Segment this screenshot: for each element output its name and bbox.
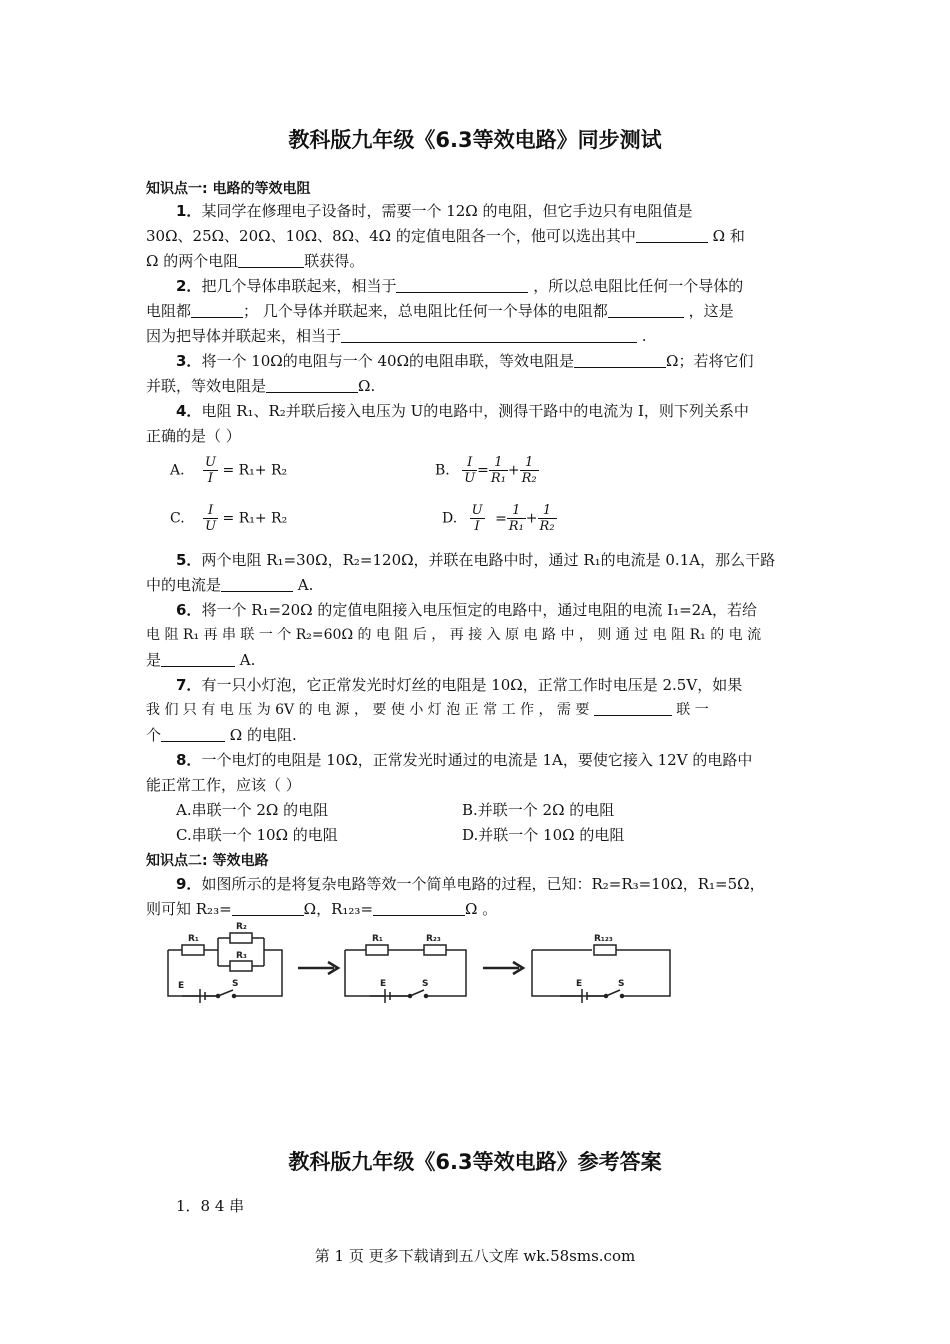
section-heading-1: 知识点一: 电路的等效电阻 [146, 181, 311, 197]
circuit-3 [532, 945, 670, 1003]
label-r1: R₁ [372, 934, 383, 944]
question-1-line-3 [146, 251, 364, 271]
question-5-line-1 [176, 550, 775, 570]
question-6-line-3 [146, 650, 255, 670]
question-number: 3． [176, 352, 202, 370]
question-number: 6． [176, 601, 202, 619]
fraction [470, 503, 485, 534]
resistor-r123 [594, 945, 616, 955]
label-r3: R₃ [236, 951, 247, 961]
numerator: U [205, 455, 216, 470]
text: + [507, 462, 520, 479]
question-number: 5． [176, 551, 202, 569]
label-r23: R₂₃ [426, 934, 441, 944]
question-number: 1． [176, 202, 202, 220]
answer-blank[interactable] [636, 228, 708, 243]
label-s: S [422, 979, 429, 989]
text: 电阻都 [146, 302, 192, 320]
question-1-line-2 [146, 226, 745, 246]
question-6-line-1 [176, 600, 757, 620]
label-r2: R₂ [236, 922, 247, 932]
question-2-line-3 [146, 326, 647, 346]
answer-blank[interactable] [341, 328, 637, 343]
text: 把几个导体串联起来，相当于 [201, 277, 397, 295]
answer-blank[interactable] [594, 701, 672, 716]
option-d[interactable]: D.并联一个 10Ω 的电阻 [462, 826, 625, 844]
text: 中的电流是 [146, 576, 222, 594]
fraction [203, 503, 218, 534]
option-b[interactable]: B.并联一个 2Ω 的电阻 [462, 801, 615, 819]
denominator: R₂ [521, 471, 537, 486]
text: ，所以总电阻比任何一个导体的 [533, 277, 744, 295]
label-r1: R₁ [188, 934, 199, 944]
denominator: U [464, 471, 476, 486]
answer-blank[interactable] [396, 278, 528, 293]
text: 联获得。 [304, 252, 365, 270]
circuit-1 [168, 933, 282, 1003]
fraction [489, 455, 508, 486]
option-label: C. [170, 510, 185, 527]
answer-blank[interactable] [191, 303, 243, 318]
option-d[interactable] [442, 503, 557, 534]
text: = [477, 462, 489, 479]
question-7-line-2 [146, 700, 709, 720]
page-title: 教科版九年级《6.3等效电路》同步测试 [288, 128, 662, 152]
text: 我 们 只 有 电 压 为 6V 的 电 源 ， 要 使 小 灯 泡 正 常 工 作 ， 需 要 [146, 702, 590, 718]
text: 并联，等效电阻是 [146, 377, 267, 395]
text: 有一只小灯泡，它正常发光时灯丝的电阻是 10Ω，正常工作时电压是 2.5V，如果 [201, 676, 743, 694]
numerator: 1 [489, 455, 508, 471]
answer-blank[interactable] [161, 727, 225, 742]
label-e: E [178, 981, 185, 991]
text: 30Ω、25Ω、20Ω、10Ω、8Ω、4Ω 的定值电阻各一个，他可以选出其中 [146, 227, 636, 245]
text: Ω 的电阻. [229, 726, 297, 744]
fraction [462, 455, 477, 486]
question-9-line-2 [146, 899, 497, 919]
answer-blank[interactable] [574, 353, 666, 368]
section-heading-2: 知识点二: 等效电路 [146, 853, 269, 869]
resistor-r2 [230, 933, 252, 943]
question-4-line-2: 正确的是（ ） [146, 427, 241, 445]
question-8-line-2: 能正常工作，应该（ ） [146, 776, 301, 794]
numerator: 1 [538, 503, 557, 519]
question-7-line-3 [146, 725, 297, 745]
text: ； 几个导体并联起来，总电阻比任何一个导体的电阻都 [243, 302, 608, 320]
text: 联 一 [676, 702, 709, 718]
resistor-r1 [366, 945, 388, 955]
option-a[interactable] [170, 455, 287, 486]
denominator: I [474, 519, 480, 534]
answer-blank[interactable] [373, 901, 465, 916]
question-1-line-1 [176, 201, 693, 221]
text: 某同学在修理电子设备时，需要一个 12Ω 的电阻，但它手边只有电阻值是 [201, 202, 693, 220]
text: Ω，R₁₂₃= [303, 900, 374, 918]
numerator: U [471, 503, 483, 518]
label-s: S [232, 979, 239, 989]
text: Ω；若将它们 [666, 352, 754, 370]
text: 因为把导体并联起来，相当于 [146, 327, 342, 345]
text: A. [297, 576, 314, 594]
question-2-line-1 [176, 276, 743, 296]
question-9-line-1 [176, 874, 765, 894]
fraction [538, 503, 557, 534]
question-8-line-1 [176, 750, 752, 770]
text: Ω 。 [465, 900, 498, 918]
question-number: 8． [176, 751, 202, 769]
text: 则可知 R₂₃= [146, 900, 232, 918]
circuit-diagram [160, 918, 680, 1008]
answer-blank[interactable] [221, 577, 293, 592]
denominator: U [205, 519, 217, 534]
option-c[interactable] [170, 503, 287, 534]
label-e: E [576, 979, 583, 989]
label-s: S [618, 979, 625, 989]
numerator: I [203, 503, 218, 519]
question-3-line-2 [146, 376, 375, 396]
option-b[interactable] [435, 455, 539, 486]
switch-icon [218, 990, 233, 996]
text: 将一个 R₁=20Ω 的定值电阻接入电压恒定的电路中，通过电阻的电流 I₁=2A，若给 [201, 601, 758, 619]
text: Ω 和 [712, 227, 745, 245]
circuit-2 [345, 945, 466, 1003]
question-5-line-2 [146, 575, 313, 595]
text: ，这是 [688, 302, 734, 320]
numerator: I [462, 455, 477, 471]
answer-blank[interactable] [161, 652, 235, 667]
resistor-r3 [230, 961, 252, 971]
denominator: R₂ [539, 519, 555, 534]
answer-blank[interactable] [608, 303, 684, 318]
question-4-line-1 [176, 401, 749, 421]
text: 个 [146, 726, 162, 744]
answer-blank[interactable] [238, 253, 304, 268]
text: 是 [146, 651, 162, 669]
text: 电阻 R₁、R₂并联后接入电压为 U的电路中，测得干路中的电流为 I，则下列关系中 [201, 402, 749, 420]
resistor-r1 [182, 945, 204, 955]
question-6-line-2: 电 阻 R₁ 再 串 联 一 个 R₂=60Ω 的 电 阻 后 ， 再 接 入 原 电 路 中 ， 则 通 过 电 阻 R₁ 的 电 流 [146, 627, 762, 643]
option-c[interactable]: C.串联一个 10Ω 的电阻 [176, 826, 338, 844]
option-label: A. [170, 462, 185, 479]
question-7-line-1 [176, 675, 742, 695]
question-2-line-2 [146, 301, 734, 321]
fraction [507, 503, 526, 534]
text: = R₁+ R₂ [222, 462, 288, 479]
fraction [203, 455, 218, 486]
text: . [641, 327, 647, 345]
fraction [520, 455, 539, 486]
text: Ω. [358, 377, 376, 395]
question-3-line-1 [176, 351, 753, 371]
question-number: 9． [176, 875, 202, 893]
resistor-r23 [424, 945, 446, 955]
text: 两个电阻 R₁=30Ω，R₂=120Ω，并联在电路中时，通过 R₁的电流是 0.1A，那么干路 [201, 551, 776, 569]
answer-1: 1．8 4 串 [176, 1197, 245, 1215]
option-label: D. [442, 510, 458, 527]
text: + [525, 510, 538, 527]
answer-blank[interactable] [232, 901, 304, 916]
text: 将一个 10Ω的电阻与一个 40Ω的电阻串联，等效电阻是 [201, 352, 575, 370]
text: = R₁+ R₂ [222, 510, 288, 527]
switch-icon [606, 990, 620, 996]
text: 一个电灯的电阻是 10Ω，正常发光时通过的电流是 1A，要使它接入 12V 的电路中 [201, 751, 753, 769]
answer-title: 教科版九年级《6.3等效电路》参考答案 [288, 1150, 662, 1174]
option-label: B. [435, 462, 450, 479]
text: A. [239, 651, 256, 669]
numerator: 1 [507, 503, 526, 519]
page-footer: 第 1 页 更多下载请到五八文库 wk.58sms.com [314, 1247, 636, 1265]
question-number: 4． [176, 402, 202, 420]
text: 如图所示的是将复杂电路等效一个简单电路的过程，已知：R₂=R₃=10Ω，R₁=5Ω， [201, 875, 765, 893]
switch-icon [410, 990, 424, 996]
option-a[interactable]: A.串联一个 2Ω 的电阻 [176, 801, 329, 819]
numerator: 1 [520, 455, 539, 471]
denominator: I [207, 471, 214, 486]
answer-blank[interactable] [266, 378, 358, 393]
label-e: E [380, 979, 387, 989]
question-number: 7． [176, 676, 202, 694]
text: Ω 的两个电阻 [146, 252, 239, 270]
label-r123: R₁₂₃ [594, 934, 613, 944]
denominator: R₁ [490, 471, 506, 486]
text: = [495, 510, 507, 527]
denominator: R₁ [508, 519, 524, 534]
question-number: 2． [176, 277, 202, 295]
